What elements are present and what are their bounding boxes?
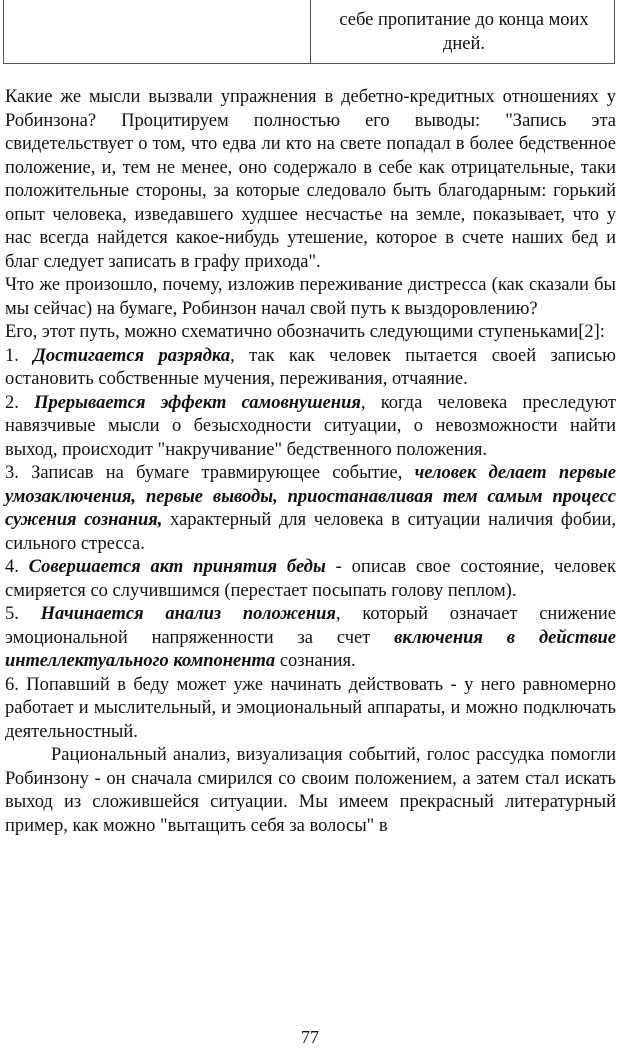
paragraph [5,462,616,556]
text-run: Рациональный анализ, визуализация событий, голос рассудка помогли Робинзону - он сначала смирился со своим положением, а затем стал искать выход из сложившейся ситуации. Мы имеем прекрасный литературный пример, как можно "вытащить себя за волосы" в [5,745,616,836]
paragraph [5,345,616,392]
paragraph [5,392,616,463]
text-run: , когда человека преследуют навязчивые мысли о безысходности ситуации, о невозможности найти выход, происходит "накручивание" бедственного положения. [5,392,617,460]
emphasized-text: Достигается разрядка [33,345,231,366]
paragraph [5,86,616,274]
paragraph [5,744,616,838]
paragraph [5,274,616,321]
body-text [5,86,616,838]
text-run: Что же произошло, почему, изложив переживание дистресса (как сказали бы мы сейчас) на бумаге, Робинзон начал свой путь к выздоровлению? [5,275,616,319]
text-run: 2. [5,392,35,413]
text-run: сознания. [275,651,356,671]
table-column-divider [310,0,311,63]
text-run: 3. Записав на бумаге травмирующее событие, [5,463,415,483]
text-run: Его, этот путь, можно схематично обозначить следующими ступеньками[2]: [5,322,605,342]
text-run: 6. Попавший в беду может уже начинать действовать - у него равномерно работает и мыслительный, и эмоциональный аппараты, и можно подключать деятельностный. [5,674,616,742]
text-run: характерный для человека в ситуации наличия фобии, сильного стресса. [5,510,616,554]
page-number: 77 [301,1027,319,1047]
text-run: 1. [5,345,34,366]
emphasized-text: включения в действие интеллектуального компонента [5,627,616,671]
text-run: , который означает снижение эмоциональной напряженности за счет [5,604,616,648]
emphasized-text: Совершается акт принятия беды [28,557,326,577]
paragraph [5,603,616,674]
text-run: , так как человек пытается своей записью остановить собственные мучения, переживания, отчаяние. [5,345,617,389]
table-cell-text: себе пропитание до конца моих дней. [339,10,589,54]
paragraph [5,556,616,603]
emphasized-text: человек делает первые умозаключения, первые выводы, приостанавливая тем самым процесс сужения сознания, [5,463,616,530]
emphasized-text: Прерывается эффект самовнушения [34,392,361,413]
text-run: 5. [5,604,41,624]
paragraph [5,674,616,745]
text-run: - описав свое состояние, человек смиряется со случившимся (перестает посыпать голову пеплом). [5,557,616,601]
text-run: 4. [5,557,29,577]
table-fragment [3,0,615,64]
paragraph [5,321,616,345]
text-run: Какие же мысли вызвали упражнения в дебетно-кредитных отношениях у Робинзона? Процитируем полностью его выводы: "Запись эта свидетельствует о том, что едва ли кто на свете попадал в более бедственное положение, и, тем не менее, оно содержало в себе как отрицательные, таки положительные стороны, за которые следовало быть благодарным: горький опыт человека, изведавшего худшее несчастье на земле, показывает, что у нас всегда найдется какое-нибудь утешение, которое в счете наших бед и благ следует записать в графу прихода". [5,87,616,272]
emphasized-text: Начинается анализ положения [40,604,336,624]
